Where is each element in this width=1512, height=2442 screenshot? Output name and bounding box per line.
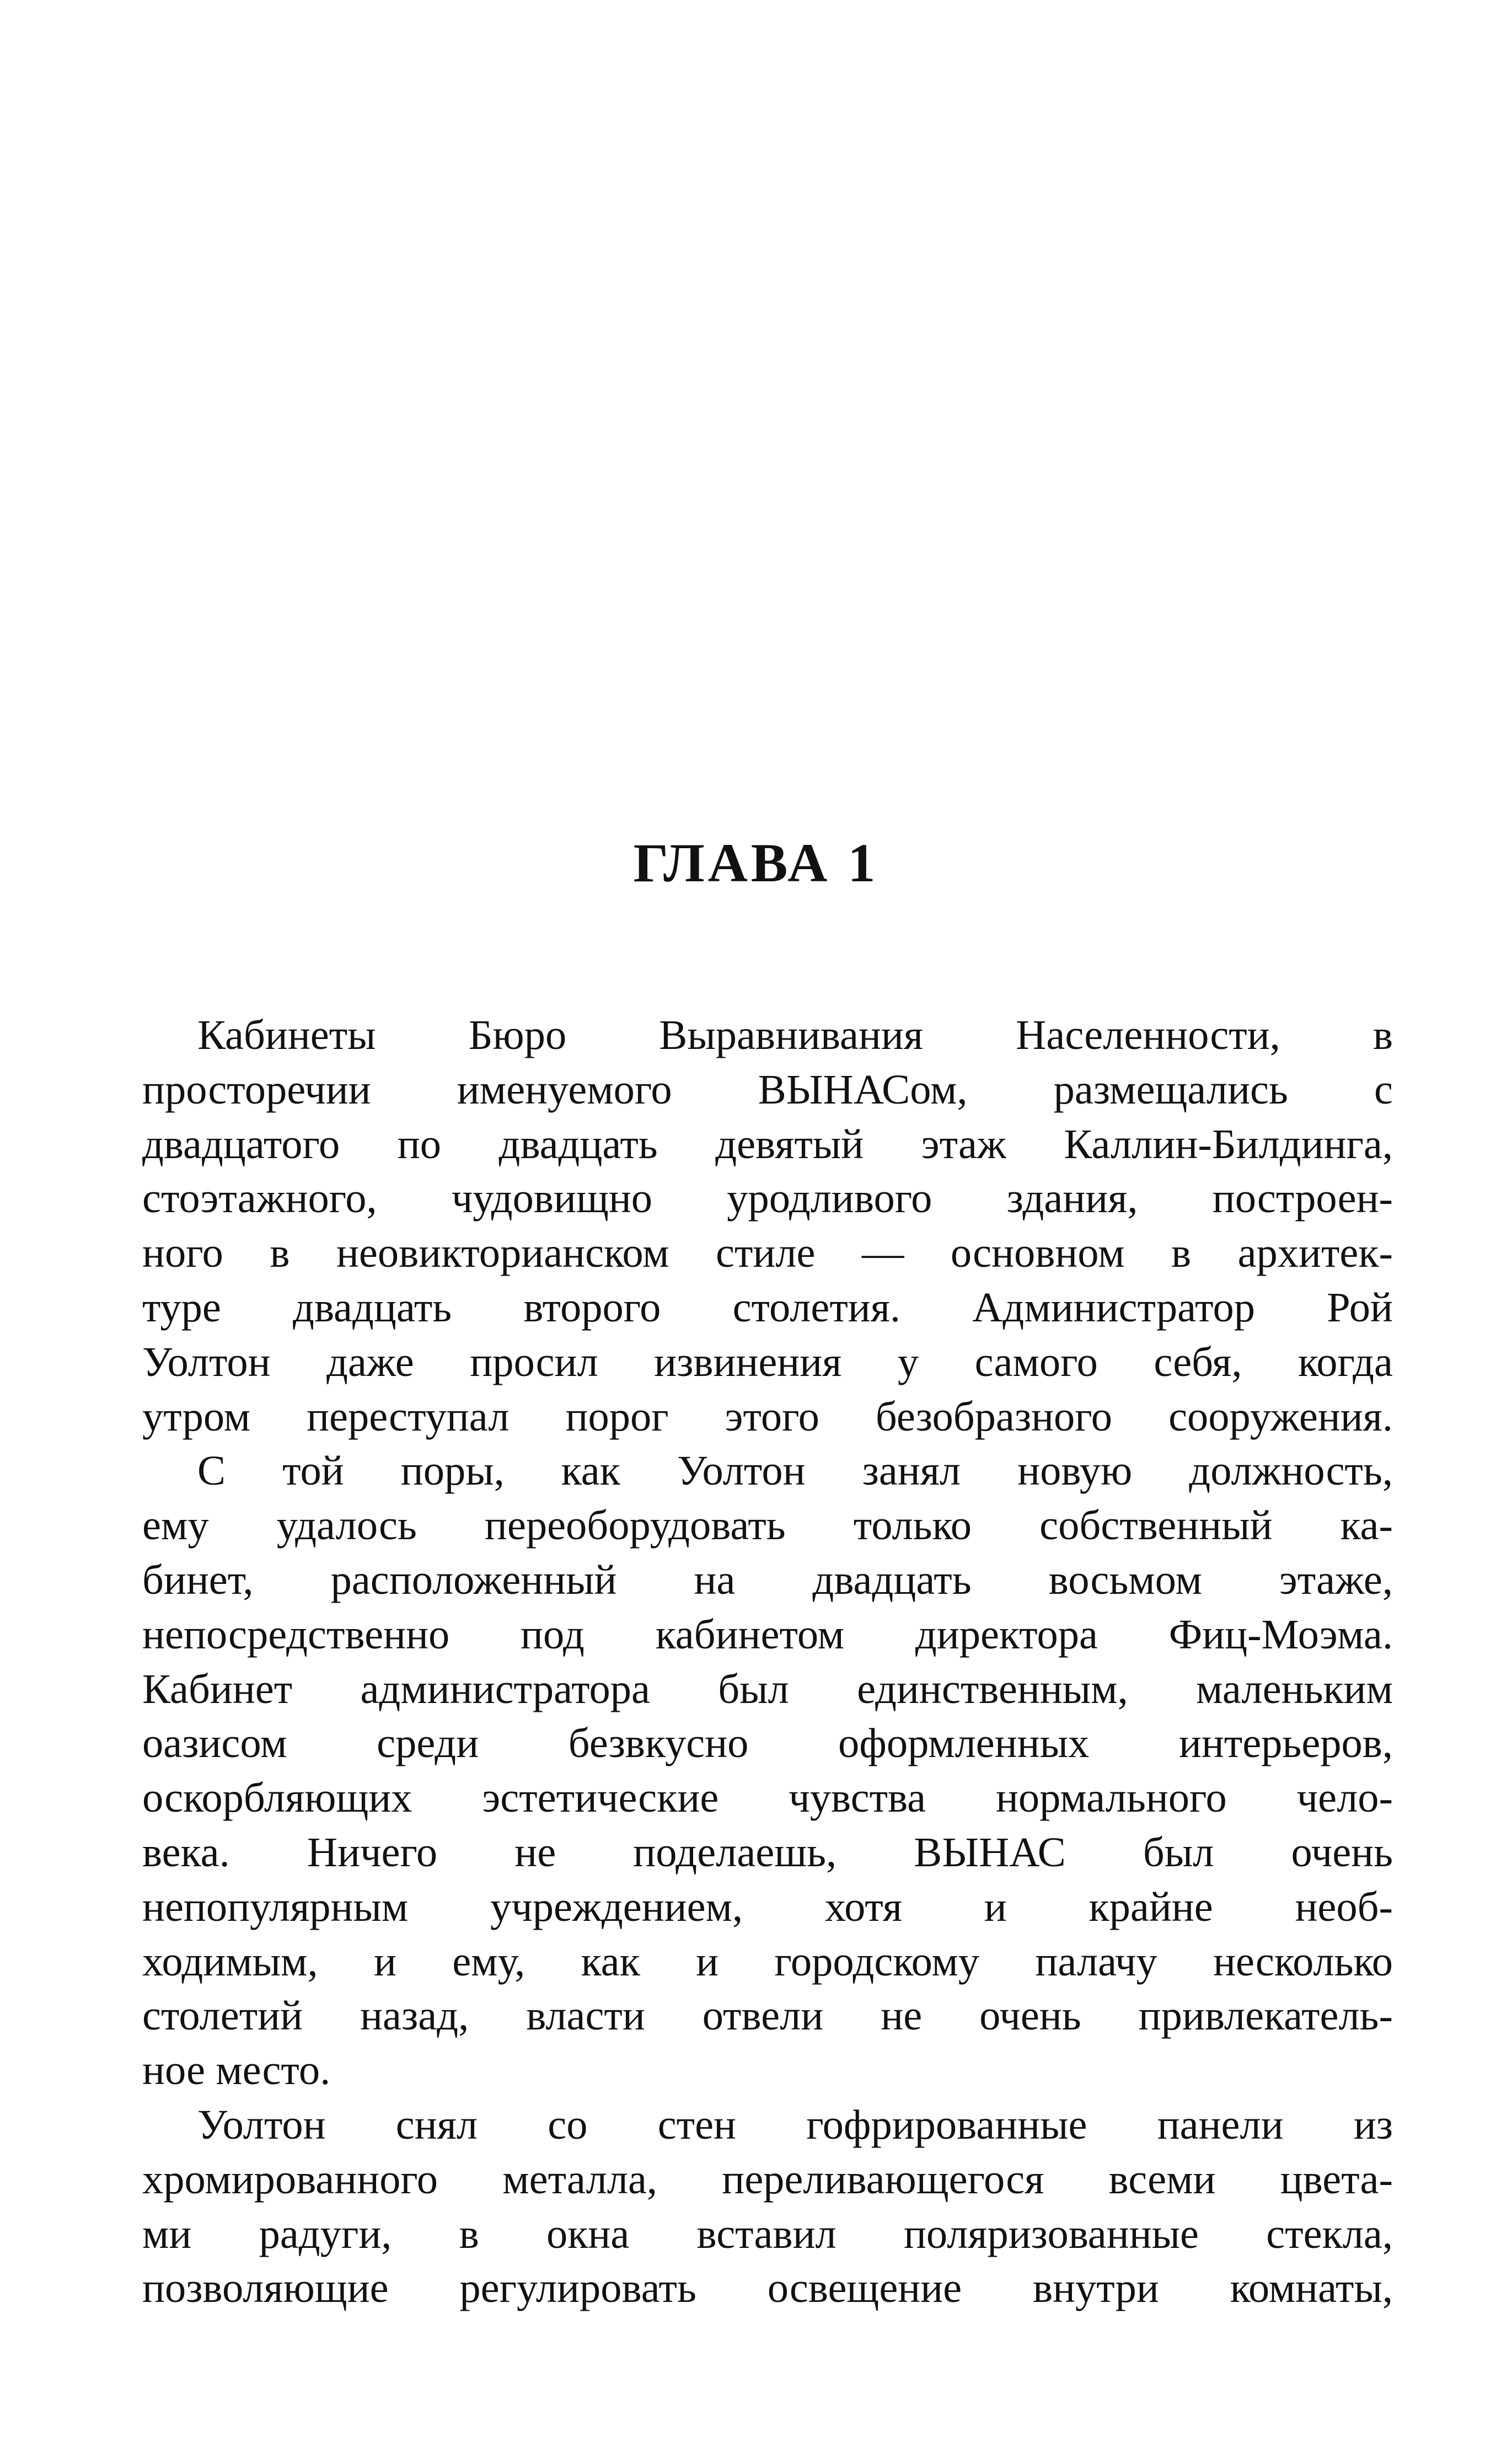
text-line: двадцатого по двадцать девятый этаж Каллин-Билдинга, [142, 1120, 1393, 1168]
paragraph-1 [142, 1008, 1393, 1444]
text-line: хромированного металла, переливающегося всеми цвета- [142, 2155, 1393, 2203]
text-line: оазисом среди безвкусно оформленных интерьеров, [142, 1720, 1393, 1767]
text-line: оскорбляющих эстетические чувства нормального чело- [142, 1774, 1393, 1822]
paragraph-3 [142, 2098, 1393, 2316]
text-line: столетий назад, власти отвели не очень привлекатель- [142, 1992, 1393, 2039]
text-line: века. Ничего не поделаешь, ВЫНАС был очень [142, 1828, 1393, 1876]
chapter-title: ГЛАВА 1 [633, 832, 879, 893]
text-line: бинет, расположенный на двадцать восьмом этаже, [142, 1556, 1393, 1603]
paragraph-2 [142, 1444, 1393, 2098]
text-line: ное место. [142, 2047, 331, 2094]
text-line: стоэтажного, чудовищно уродливого здания, построен- [142, 1175, 1393, 1222]
text-line: ми радуги, в окна вставил поляризованные стекла, [142, 2210, 1393, 2257]
text-line: С той поры, как Уолтон занял новую должность, [197, 1447, 1393, 1495]
text-line: просторечии именуемого ВЫНАСом, размещались с [142, 1065, 1393, 1113]
text-line: ему удалось переоборудовать только собственный ка- [142, 1502, 1393, 1549]
text-line: непосредственно под кабинетом директора Фиц-Моэма. [142, 1610, 1393, 1658]
text-line: утром переступал порог этого безобразного сооружения. [142, 1393, 1393, 1440]
text-line: ного в неовикторианском стиле — основном в архитек- [142, 1229, 1393, 1277]
chapter-body [142, 1008, 1393, 2316]
text-line: позволяющие регулировать освещение внутри комнаты, [142, 2264, 1393, 2312]
text-line: Кабинеты Бюро Выравнивания Населенности, в [197, 1011, 1393, 1058]
text-line: туре двадцать второго столетия. Администратор Рой [142, 1283, 1393, 1331]
text-line: Кабинет администратора был единственным, маленьким [142, 1665, 1393, 1712]
text-line: Уолтон снял со стен гофрированные панели из [197, 2101, 1393, 2148]
text-line: Уолтон даже просил извинения у самого себя, когда [142, 1338, 1393, 1385]
text-line: ходимым, и ему, как и городскому палачу несколько [142, 1937, 1393, 1985]
text-line: непопулярным учреждением, хотя и крайне необ- [142, 1883, 1393, 1930]
